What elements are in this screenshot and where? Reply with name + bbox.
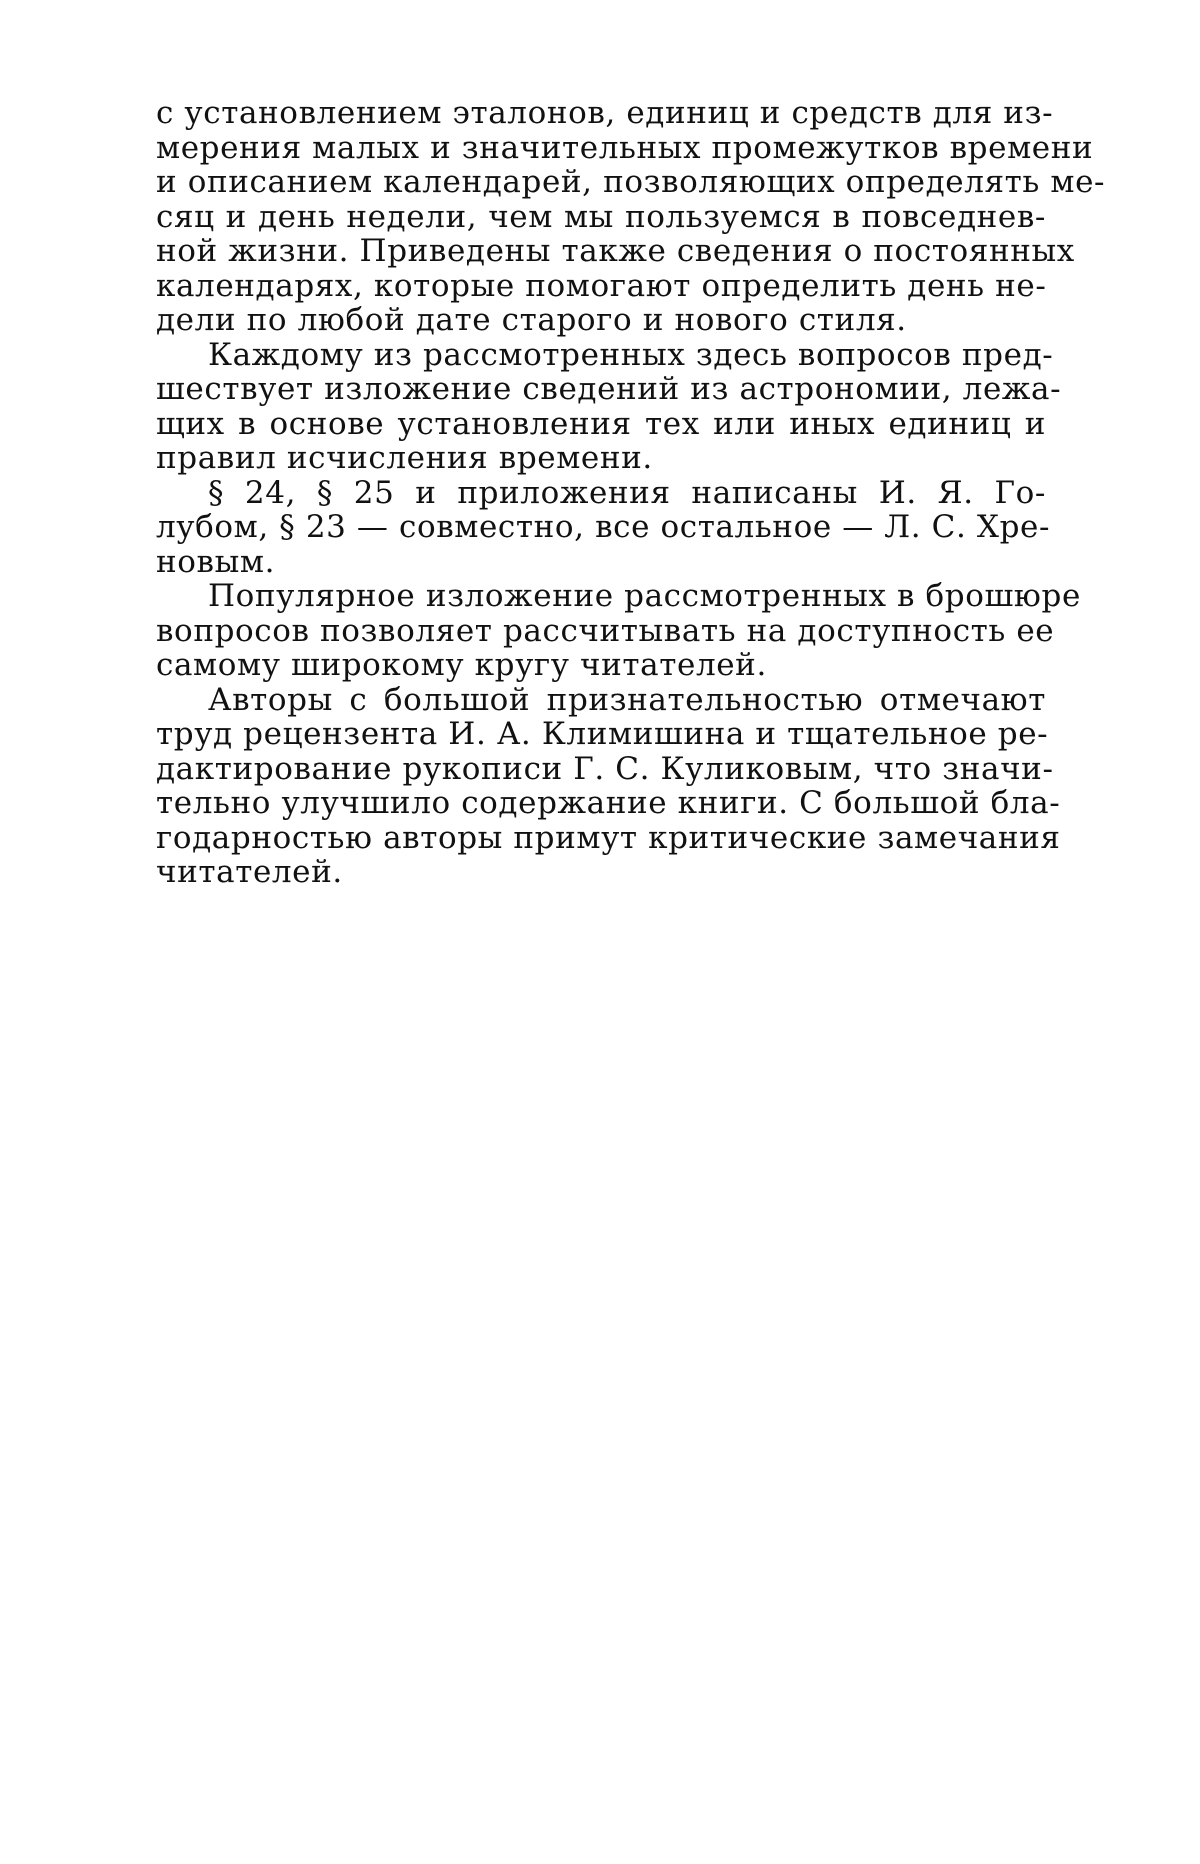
paragraph-2 bbox=[156, 336, 1062, 476]
text-line: Каждому из рассмотренных здесь вопросов пред- bbox=[208, 336, 1054, 373]
paragraph-4 bbox=[156, 578, 1081, 683]
text-line: Популярное изложение рассмотренных в брошюре bbox=[208, 578, 1081, 614]
text-line: и описанием календарей, позволяющих определять ме- bbox=[156, 164, 1106, 200]
text-line: читателей. bbox=[156, 854, 343, 890]
text-line: шествует изложение сведений из астрономии, лежа- bbox=[156, 371, 1062, 407]
paragraph-5 bbox=[156, 681, 1061, 890]
text-line: с установлением эталонов, единиц и средств для из- bbox=[156, 95, 1054, 131]
text-line: щих в основе установления тех или иных единиц и bbox=[156, 405, 1046, 442]
text-line: ной жизни. Приведены также сведения о постоянных bbox=[156, 233, 1075, 269]
text-line: самому широкому кругу читателей. bbox=[156, 647, 767, 683]
paragraph-3 bbox=[156, 474, 1051, 580]
body-text bbox=[156, 95, 1106, 890]
text-line: лубом, § 23 — совместно, все остальное — Л. С. Хре- bbox=[156, 509, 1051, 545]
text-line: труд рецензента И. А. Климишина и тщательное ре- bbox=[156, 716, 1049, 752]
text-line: правил исчисления времени. bbox=[156, 440, 653, 476]
text-line: дели по любой дате старого и нового стиля. bbox=[156, 302, 907, 338]
text-line: новым. bbox=[156, 543, 276, 580]
text-line: календарях, которые помогают определить день не- bbox=[156, 267, 1047, 304]
text-line: Авторы с большой признательностью отмечают bbox=[208, 681, 1046, 718]
paragraph-1 bbox=[156, 95, 1106, 338]
text-line: сяц и день недели, чем мы пользуемся в повседнев- bbox=[156, 198, 1046, 235]
text-line: § 24, § 25 и приложения написаны И. Я. Го- bbox=[208, 474, 1046, 511]
text-line: годарностью авторы примут критические замечания bbox=[156, 819, 1061, 856]
text-line: тельно улучшило содержание книги. С большой бла- bbox=[156, 785, 1061, 821]
text-line: дактирование рукописи Г. С. Куликовым, что значи- bbox=[156, 750, 1054, 787]
text-line: мерения малых и значительных промежутков времени bbox=[156, 129, 1094, 166]
text-line: вопросов позволяет рассчитывать на доступность ее bbox=[156, 612, 1055, 649]
